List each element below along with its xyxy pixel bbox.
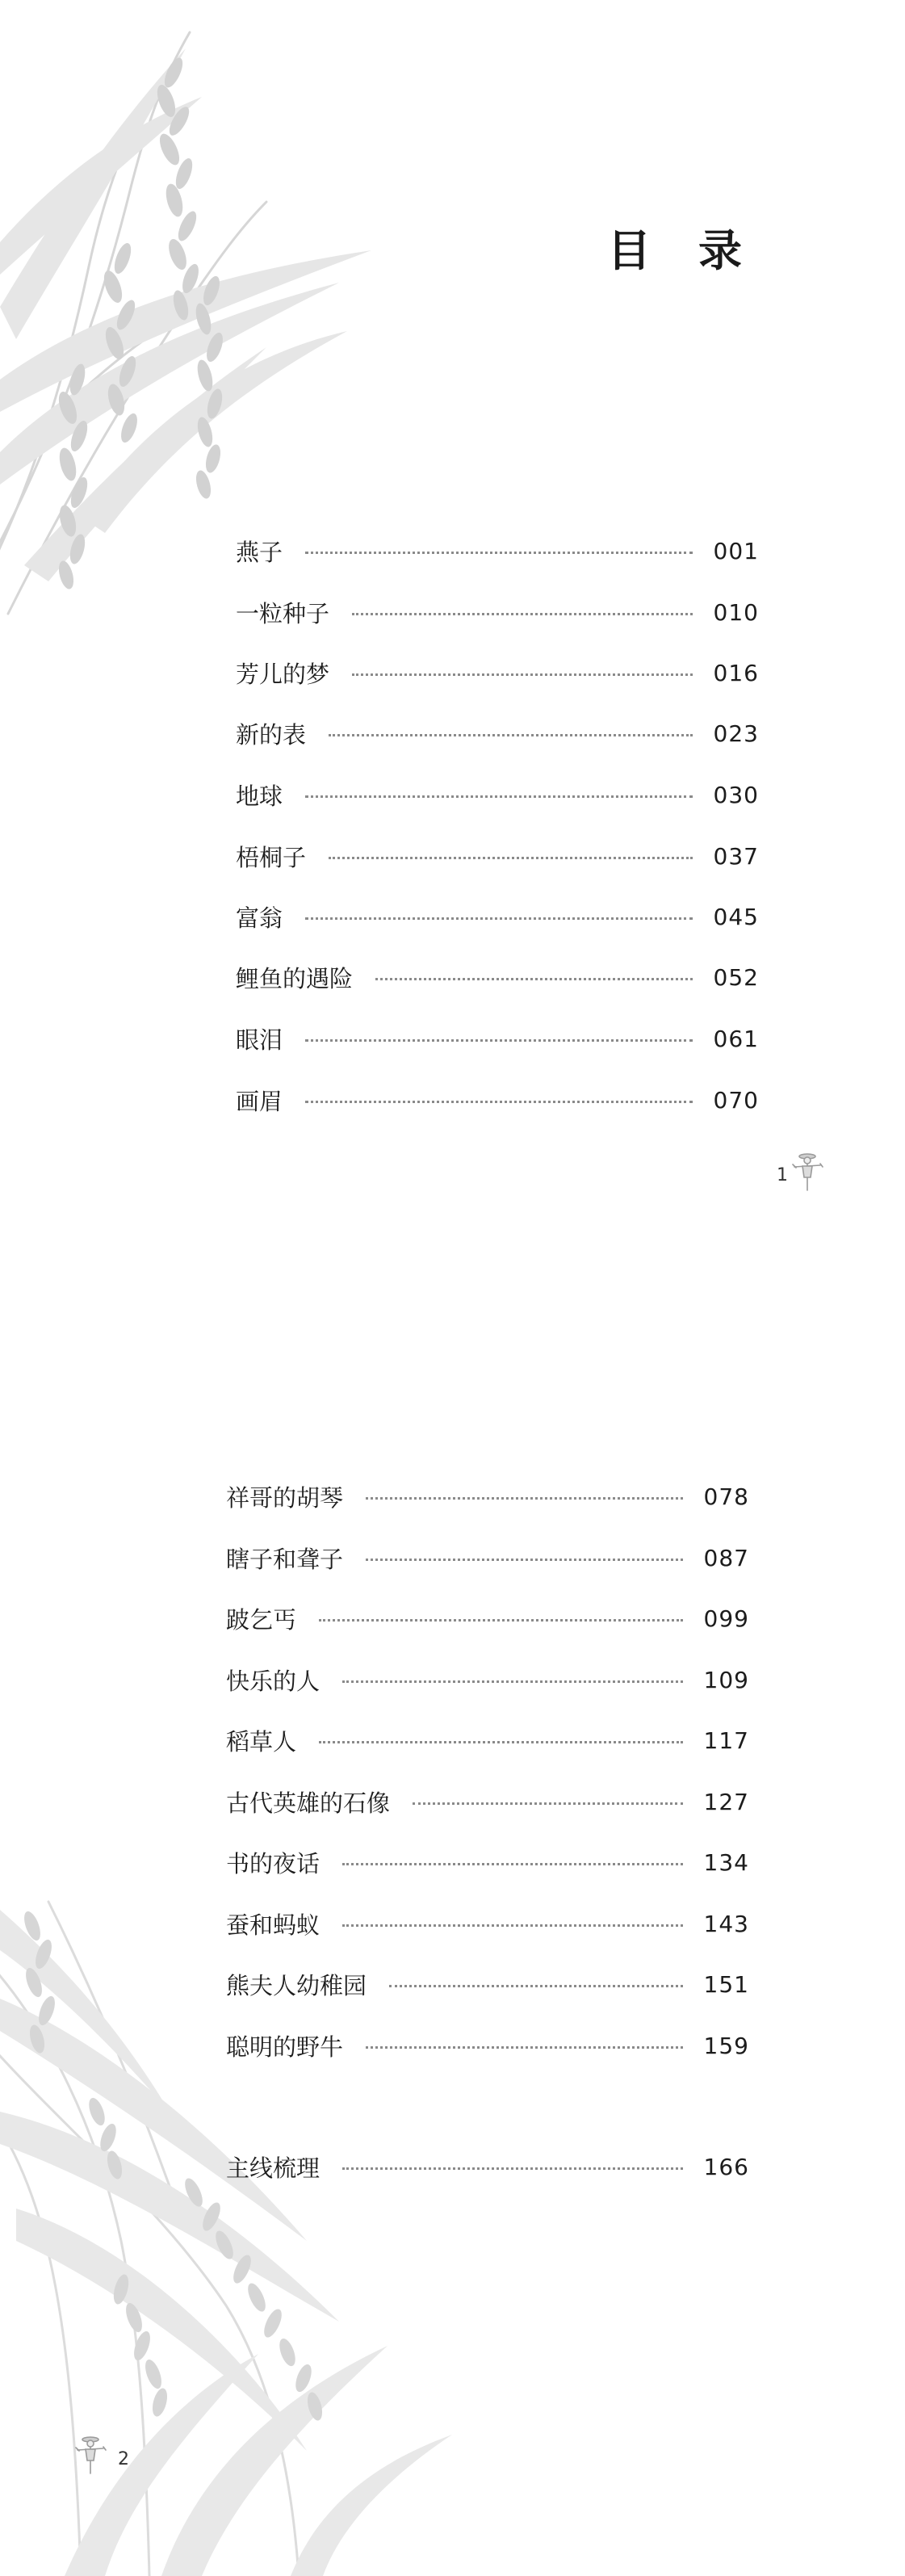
toc-entry[interactable]	[236, 1084, 759, 1116]
folio-number: 2	[118, 2449, 129, 2469]
toc-entry[interactable]	[236, 778, 759, 811]
dot-leader	[366, 1497, 683, 1500]
chapter-title: 跛乞丐	[226, 1605, 297, 1634]
toc-entry[interactable]	[226, 1785, 749, 1818]
page-number: 166	[703, 2153, 749, 2180]
dot-leader	[342, 1680, 683, 1683]
page-number: 078	[703, 1483, 749, 1510]
page-number: 052	[713, 963, 759, 991]
chapter-title: 主线梳理	[226, 2154, 321, 2182]
toc-page-2	[0, 1288, 905, 2576]
toc-entry[interactable]	[226, 1542, 749, 1574]
dot-leader	[305, 917, 693, 920]
dot-leader	[413, 1802, 683, 1805]
toc-entry[interactable]	[236, 535, 759, 567]
dot-leader	[352, 613, 693, 615]
chapter-title: 书的夜话	[226, 1849, 321, 1877]
toc-list	[226, 1288, 749, 2419]
folio-number: 1	[777, 1165, 788, 1185]
dot-leader	[366, 1559, 683, 1561]
toc-list	[236, 0, 759, 1131]
chapter-title: 梧桐子	[236, 843, 307, 871]
toc-entry[interactable]	[226, 1602, 749, 1634]
dot-leader	[319, 1741, 683, 1743]
chapter-title: 芳儿的梦	[236, 660, 330, 688]
scarecrow-icon	[791, 1150, 823, 1192]
chapter-title: 一粒种子	[236, 599, 330, 627]
scarecrow-icon	[74, 2433, 107, 2475]
dot-leader	[375, 978, 693, 980]
page-number: 016	[713, 659, 759, 686]
chapter-title: 快乐的人	[226, 1667, 321, 1695]
page-number: 010	[713, 598, 759, 626]
toc-entry[interactable]	[226, 1968, 749, 2000]
dot-leader	[366, 2046, 683, 2049]
dot-leader	[305, 1039, 693, 1042]
chapter-title: 新的表	[236, 720, 307, 749]
dot-leader	[329, 734, 693, 736]
toc-entry[interactable]	[236, 1022, 759, 1055]
page-number: 037	[713, 842, 759, 870]
page-number: 030	[713, 781, 759, 808]
toc-title: 目 录	[607, 224, 758, 276]
page-number: 061	[713, 1025, 759, 1052]
chapter-title: 祥哥的胡琴	[226, 1483, 344, 1512]
toc-entry[interactable]	[226, 1663, 749, 1696]
chapter-title: 古代英雄的石像	[226, 1789, 391, 1817]
dot-leader	[342, 1863, 683, 1865]
page-number: 045	[713, 903, 759, 930]
page-number: 023	[713, 720, 759, 747]
dot-leader	[352, 673, 693, 676]
dot-leader	[389, 1985, 683, 1987]
toc-entry[interactable]	[236, 900, 759, 933]
page-number: 087	[703, 1544, 749, 1571]
dot-leader	[305, 795, 693, 798]
chapter-title: 聪明的野牛	[226, 2033, 344, 2061]
toc-entry[interactable]	[226, 1907, 749, 1940]
toc-entry[interactable]	[236, 840, 759, 872]
page-number: 151	[703, 1970, 749, 1998]
chapter-title: 稻草人	[226, 1727, 297, 1756]
page-number: 099	[703, 1605, 749, 1632]
chapter-title: 地球	[236, 782, 283, 810]
page-number: 159	[703, 2032, 749, 2059]
chapter-title: 燕子	[236, 538, 283, 566]
page-number: 070	[713, 1086, 759, 1114]
page-number: 001	[713, 537, 759, 564]
page-number: 134	[703, 1848, 749, 1876]
chapter-title: 鲤鱼的遇险	[236, 964, 354, 992]
dot-leader	[329, 857, 693, 859]
toc-entry[interactable]	[226, 1724, 749, 1756]
chapter-title: 眼泪	[236, 1026, 283, 1054]
toc-entry[interactable]	[236, 596, 759, 628]
page-number: 143	[703, 1910, 749, 1937]
chapter-title: 富翁	[236, 904, 283, 932]
chapter-title: 蚕和蚂蚁	[226, 1911, 321, 1939]
dot-leader	[342, 1924, 683, 1927]
dot-leader	[305, 1101, 693, 1103]
dot-leader	[342, 2167, 683, 2170]
toc-entry[interactable]	[226, 2150, 749, 2183]
toc-entry[interactable]	[226, 1846, 749, 1878]
page-number: 127	[703, 1788, 749, 1815]
toc-entry[interactable]	[226, 2029, 749, 2062]
chapter-title: 瞎子和聋子	[226, 1545, 344, 1573]
chapter-title: 熊夫人幼稚园	[226, 1971, 367, 1999]
chapter-title: 画眉	[236, 1087, 283, 1115]
dot-leader	[305, 552, 693, 554]
toc-entry[interactable]	[226, 1480, 749, 1512]
toc-entry[interactable]	[236, 961, 759, 993]
page-number: 109	[703, 1666, 749, 1693]
toc-entry[interactable]	[236, 717, 759, 749]
dot-leader	[319, 1619, 683, 1622]
toc-entry[interactable]	[236, 657, 759, 689]
page-number: 117	[703, 1726, 749, 1754]
